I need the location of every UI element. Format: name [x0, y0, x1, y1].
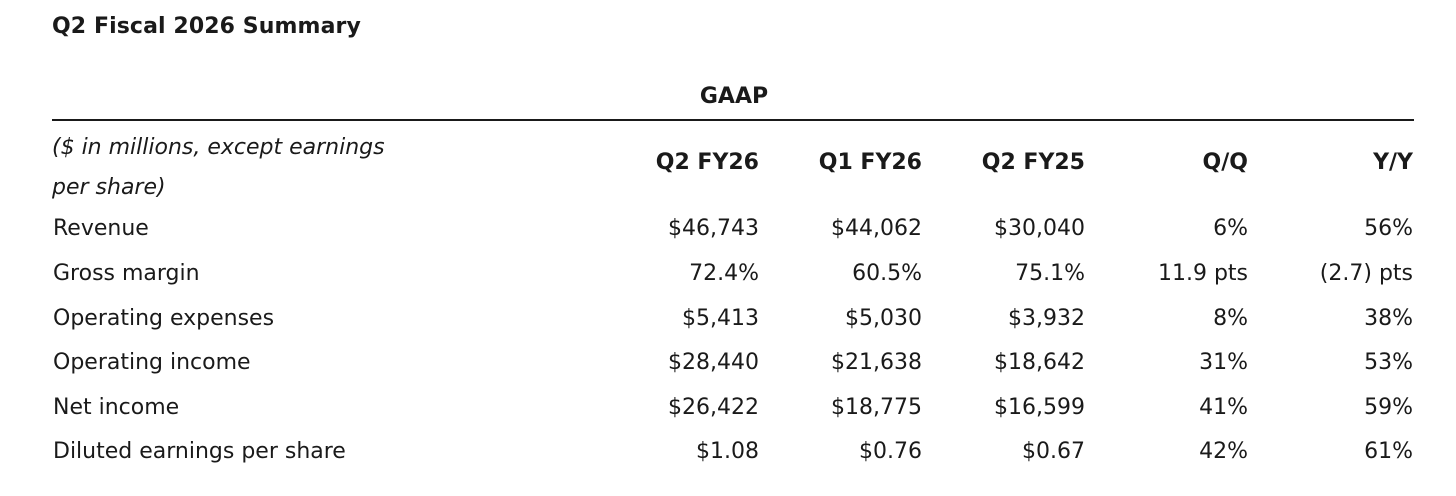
cell-q2-fy25: $30,040: [994, 216, 1085, 241]
column-header-yoy: Y/Y: [1373, 150, 1413, 175]
cell-q1-fy26: $21,638: [831, 350, 922, 375]
cell-yoy: 38%: [1364, 306, 1413, 331]
column-header-qoq: Q/Q: [1202, 150, 1248, 175]
cell-q2-fy25: $3,932: [1008, 306, 1085, 331]
cell-q2-fy26: $46,743: [668, 216, 759, 241]
cell-q2-fy25: $16,599: [994, 395, 1085, 420]
column-header-q2-fy25: Q2 FY25: [981, 150, 1085, 175]
cell-yoy: 59%: [1364, 395, 1413, 420]
table-row-gross-margin: [0, 252, 1456, 296]
cell-qoq: 6%: [1213, 216, 1248, 241]
cell-q1-fy26: 60.5%: [852, 261, 922, 286]
table-row-operating-income: [0, 341, 1456, 385]
row-label: Operating income: [53, 350, 251, 375]
units-note: ($ in millions, except earnings per share): [52, 135, 385, 200]
gaap-group-header: GAAP: [699, 84, 769, 109]
cell-q2-fy26: $28,440: [668, 350, 759, 375]
cell-q1-fy26: $5,030: [845, 306, 922, 331]
table-row-operating-expenses: [0, 297, 1456, 341]
cell-q2-fy26: 72.4%: [689, 261, 759, 286]
cell-yoy: 56%: [1364, 216, 1413, 241]
table-title: Q2 Fiscal 2026 Summary: [52, 14, 361, 39]
cell-q2-fy25: $18,642: [994, 350, 1085, 375]
row-label: Net income: [53, 395, 180, 420]
cell-qoq: 8%: [1213, 306, 1248, 331]
cell-q2-fy25: 75.1%: [1015, 261, 1085, 286]
table-row-revenue: [0, 207, 1456, 251]
header-divider: [52, 119, 1414, 121]
cell-qoq: 31%: [1199, 350, 1248, 375]
row-label: Gross margin: [53, 261, 200, 286]
cell-q2-fy26: $5,413: [682, 306, 759, 331]
cell-q2-fy25: $0.67: [1022, 439, 1085, 464]
column-header-q2-fy26: Q2 FY26: [655, 150, 759, 175]
cell-yoy: 61%: [1364, 439, 1413, 464]
cell-q1-fy26: $18,775: [831, 395, 922, 420]
cell-yoy: 53%: [1364, 350, 1413, 375]
cell-yoy: (2.7) pts: [1319, 261, 1413, 286]
cell-q1-fy26: $44,062: [831, 216, 922, 241]
row-label: Operating expenses: [53, 306, 275, 331]
cell-q1-fy26: $0.76: [859, 439, 922, 464]
cell-qoq: 11.9 pts: [1157, 261, 1248, 286]
cell-q2-fy26: $26,422: [668, 395, 759, 420]
row-label: Revenue: [53, 216, 149, 241]
cell-qoq: 42%: [1199, 439, 1248, 464]
cell-q2-fy26: $1.08: [696, 439, 759, 464]
table-row-net-income: [0, 386, 1456, 430]
table-row-diluted-eps: [0, 430, 1456, 474]
cell-qoq: 41%: [1199, 395, 1248, 420]
row-label: Diluted earnings per share: [53, 439, 346, 464]
column-header-q1-fy26: Q1 FY26: [818, 150, 922, 175]
